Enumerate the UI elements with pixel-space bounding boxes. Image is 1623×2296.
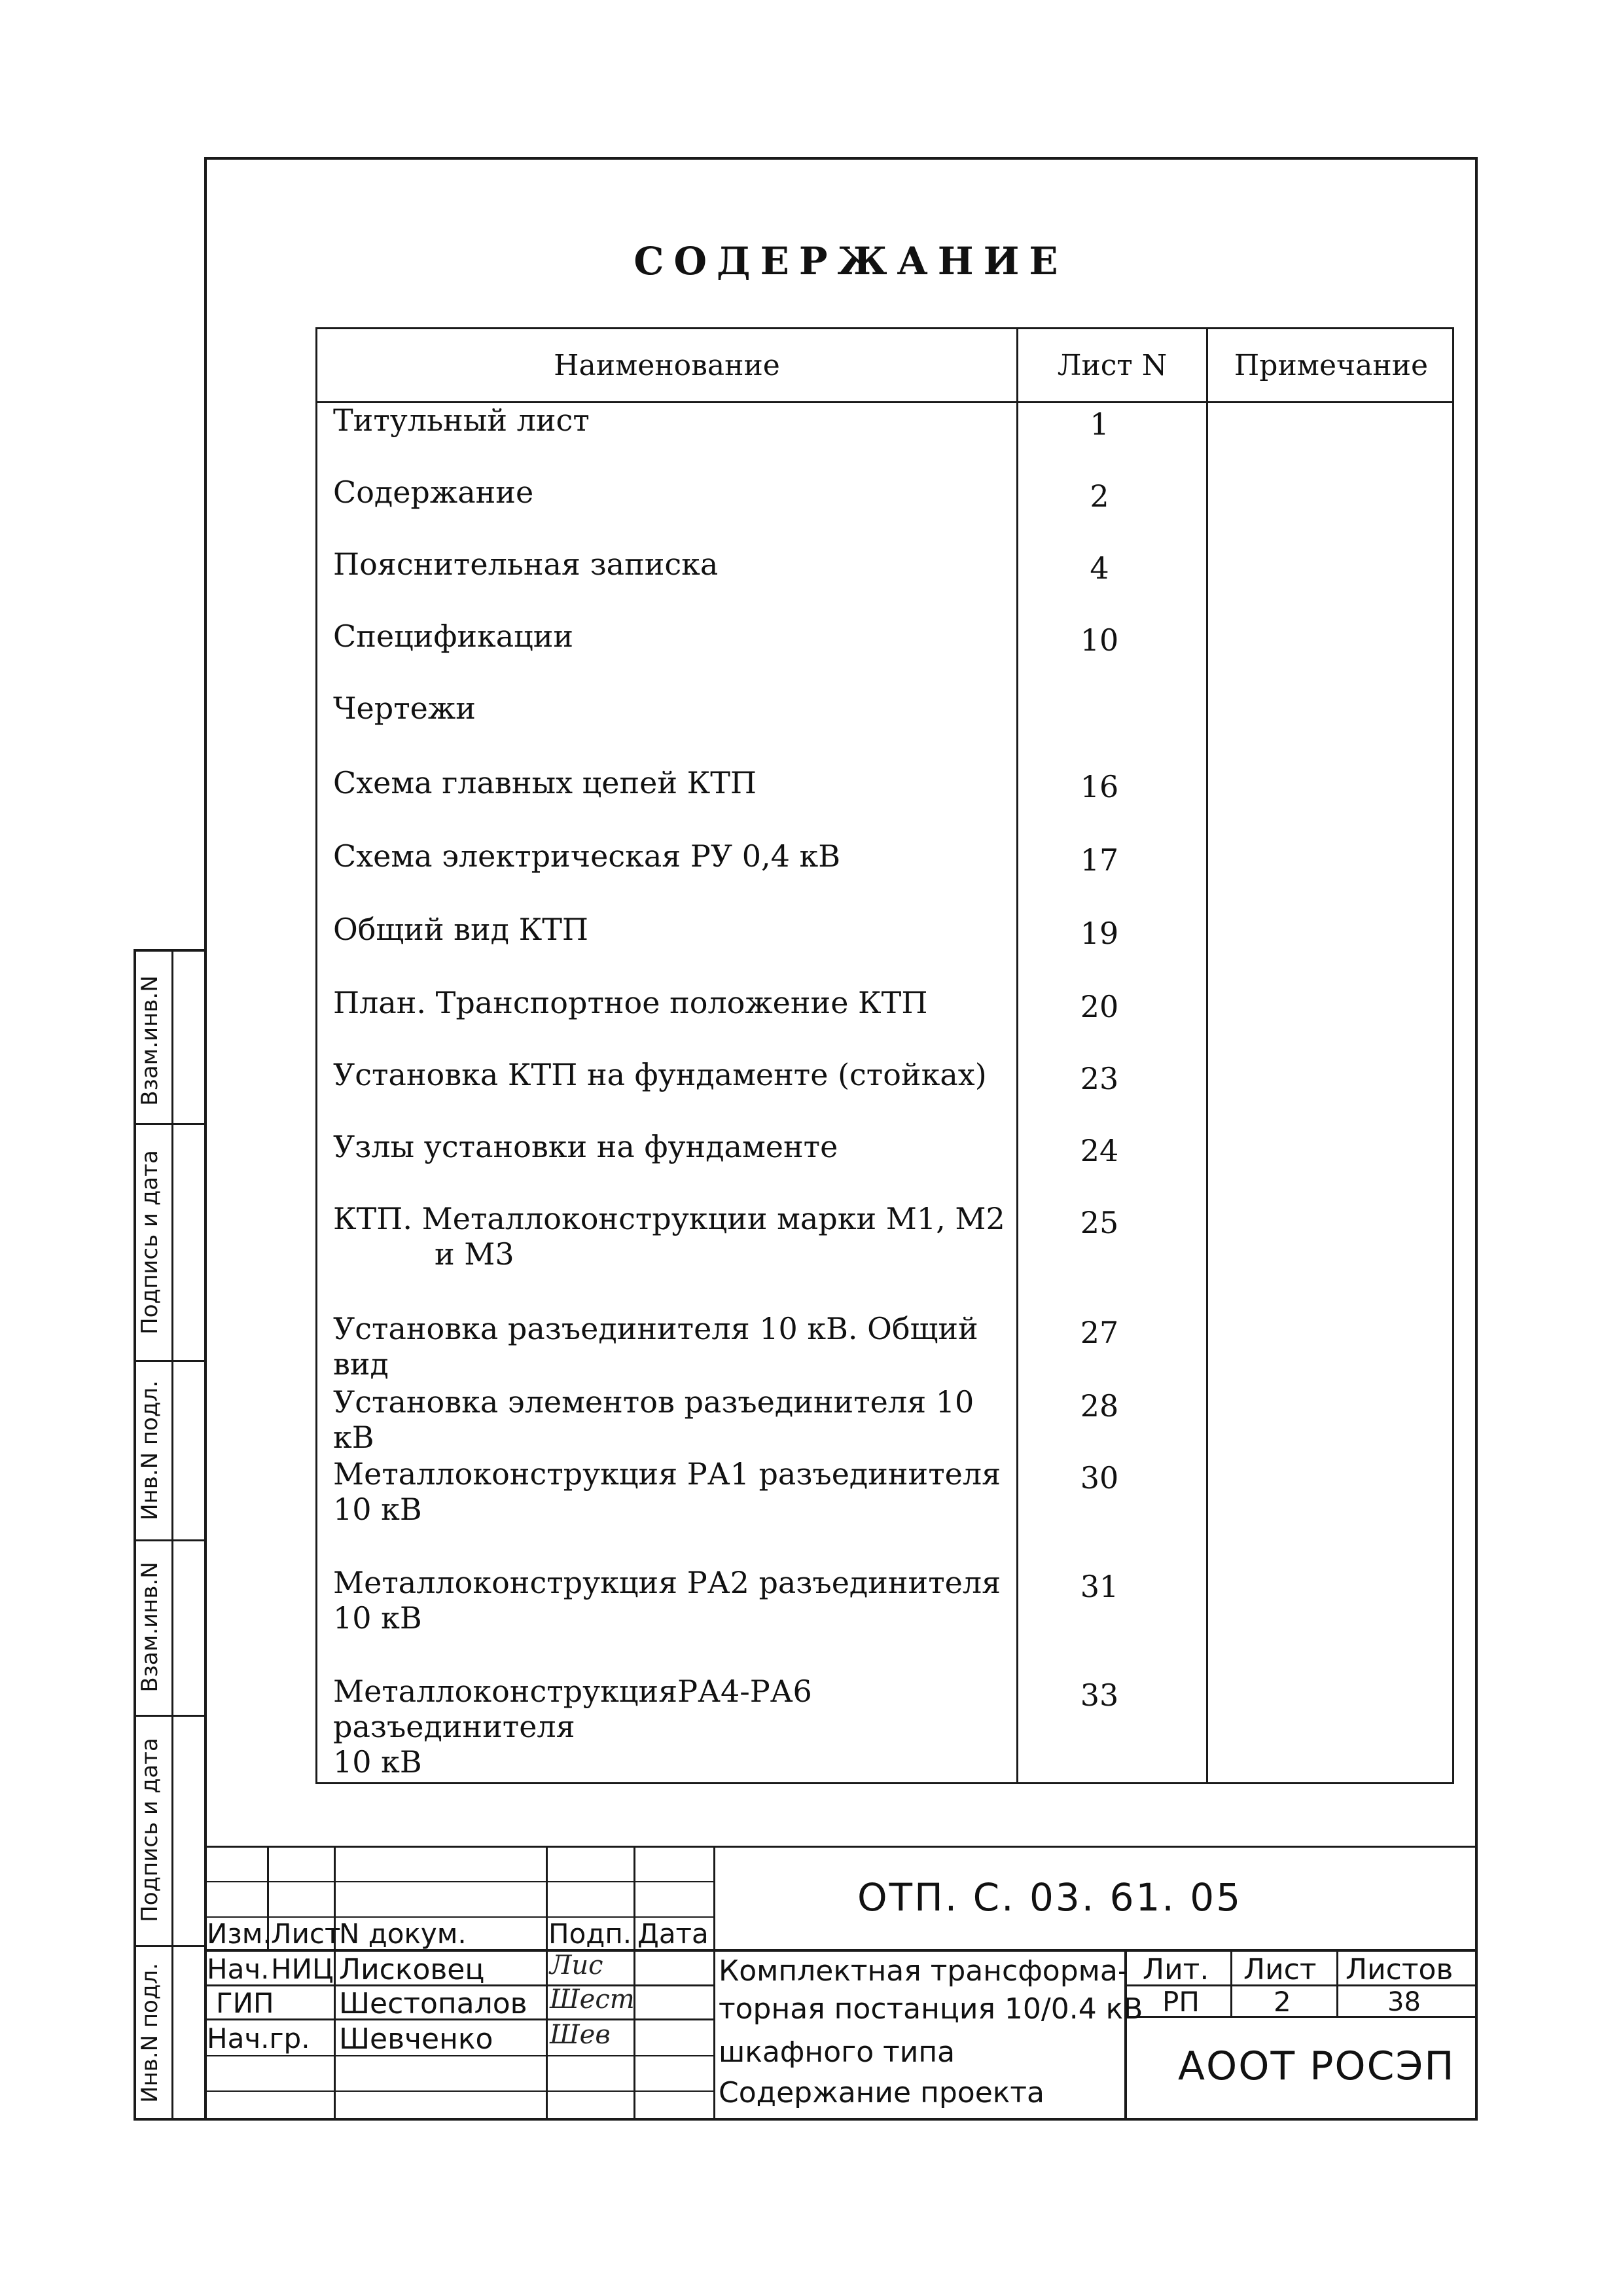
side-label-podpis: Подпись и дата [137, 1738, 163, 1922]
doc-code: ОТП. С. 03. 61. 05 [857, 1875, 1243, 1920]
toc-col-divider [1016, 329, 1018, 1782]
lit-value: РП [1162, 1986, 1200, 2018]
toc-row-name: Чертежи [333, 691, 476, 726]
lit-label: Лит. [1143, 1953, 1209, 1986]
signature: Шев [550, 2020, 611, 2050]
toc-header-sheet: Лист N [1057, 348, 1168, 382]
toc-row-sheet: 27 [1080, 1315, 1119, 1350]
role-label: ГИП [216, 1987, 274, 2019]
toc-header-note: Примечание [1234, 348, 1429, 382]
toc-row-name: КТП. Металлоконструкции марки М1, М2 и М3 [333, 1201, 1005, 1272]
toc-table [315, 327, 1454, 1784]
toc-row-sheet: 31 [1080, 1569, 1119, 1604]
role-label: Нач. [207, 1953, 270, 1985]
description-line: Содержание проекта [719, 2076, 1044, 2109]
description-line: Комплектная трансформа- [719, 1954, 1128, 1988]
toc-row-sheet: 30 [1080, 1460, 1119, 1496]
toc-row-name: Установка элементов разъединителя 10 кВ [333, 1384, 974, 1455]
toc-row-name: Схема электрическая РУ 0,4 кВ [333, 838, 841, 874]
toc-row-sheet: 16 [1080, 769, 1119, 804]
signature: Шест [550, 1984, 635, 2015]
toc-row-name: Титульный лист [333, 403, 590, 438]
signature: Лис [550, 1950, 603, 1981]
side-label-inv: Инв.N подл. [137, 1963, 163, 2103]
toc-col-divider [1206, 329, 1208, 1782]
toc-row-sheet: 33 [1080, 1677, 1119, 1713]
toc-row-sheet: 25 [1080, 1205, 1119, 1240]
toc-row-name: Схема главных цепей КТП [333, 765, 757, 800]
toc-row-name: Металлоконструкция РА2 разъединителя 10 кВ [333, 1565, 1001, 1636]
toc-row-name: МеталлоконструкцияРА4-РА6 разъединителя 10 кВ [333, 1674, 812, 1780]
toc-row-sheet: 10 [1080, 622, 1119, 658]
listov-label: Листов [1346, 1953, 1454, 1986]
list-value: 2 [1274, 1986, 1291, 2018]
toc-row-sheet: 23 [1080, 1061, 1119, 1096]
col-header-data: Дата [637, 1918, 709, 1950]
side-label-vzam: Взам.инв.N [137, 1562, 163, 1693]
toc-row-name: Узлы установки на фундаменте [333, 1129, 838, 1164]
toc-header-name: Наименование [554, 348, 780, 382]
page-title: СОДЕРЖАНИЕ [633, 239, 1068, 283]
toc-row-name: Металлоконструкция РА1 разъединителя 10 кВ [333, 1456, 1001, 1527]
col-header-izm: Изм. [207, 1918, 272, 1950]
col-header-podp: Подп. [548, 1918, 632, 1950]
toc-row-sheet: 28 [1080, 1388, 1119, 1424]
listov-value: 38 [1387, 1987, 1421, 2017]
description-line: торная постанция 10/0.4 кВ [719, 1992, 1143, 2026]
toc-row-sheet: 1 [1090, 406, 1109, 442]
description-line: шкафного типа [719, 2036, 955, 2069]
person-name: Лисковец [339, 1953, 485, 1986]
side-label-inv: Инв.N подл. [137, 1380, 163, 1520]
toc-row-sheet: 4 [1090, 550, 1109, 586]
organization: АООТ РОСЭП [1178, 2043, 1455, 2089]
toc-row-name: Установка разъединителя 10 кВ. Общий вид [333, 1311, 978, 1382]
toc-row-name: План. Транспортное положение КТП [333, 985, 928, 1020]
col-header-ndokum: N докум. [339, 1918, 467, 1950]
list-label: Лист [1243, 1953, 1317, 1986]
col-header-list: Лист [271, 1918, 341, 1950]
toc-row-name: Спецификации [333, 619, 574, 654]
dept-label: НИЦ [271, 1953, 334, 1985]
toc-row-name: Содержание [333, 475, 534, 510]
side-label-podpis: Подпись и дата [137, 1150, 163, 1335]
person-name: Шевченко [339, 2022, 493, 2056]
role-label: Нач.гр. [207, 2022, 310, 2054]
side-label-vzam: Взам.инв.N [137, 975, 163, 1106]
toc-row-name: Общий вид КТП [333, 912, 589, 947]
toc-row-sheet: 20 [1080, 989, 1119, 1024]
toc-row-sheet: 19 [1080, 916, 1119, 951]
toc-row-sheet: 2 [1090, 478, 1109, 514]
person-name: Шестопалов [339, 1987, 527, 2020]
toc-row-name: Установка КТП на фундаменте (стойках) [333, 1057, 987, 1092]
toc-row-sheet: 17 [1080, 842, 1119, 878]
toc-row-sheet: 24 [1080, 1133, 1119, 1168]
toc-row-name: Пояснительная записка [333, 547, 719, 582]
